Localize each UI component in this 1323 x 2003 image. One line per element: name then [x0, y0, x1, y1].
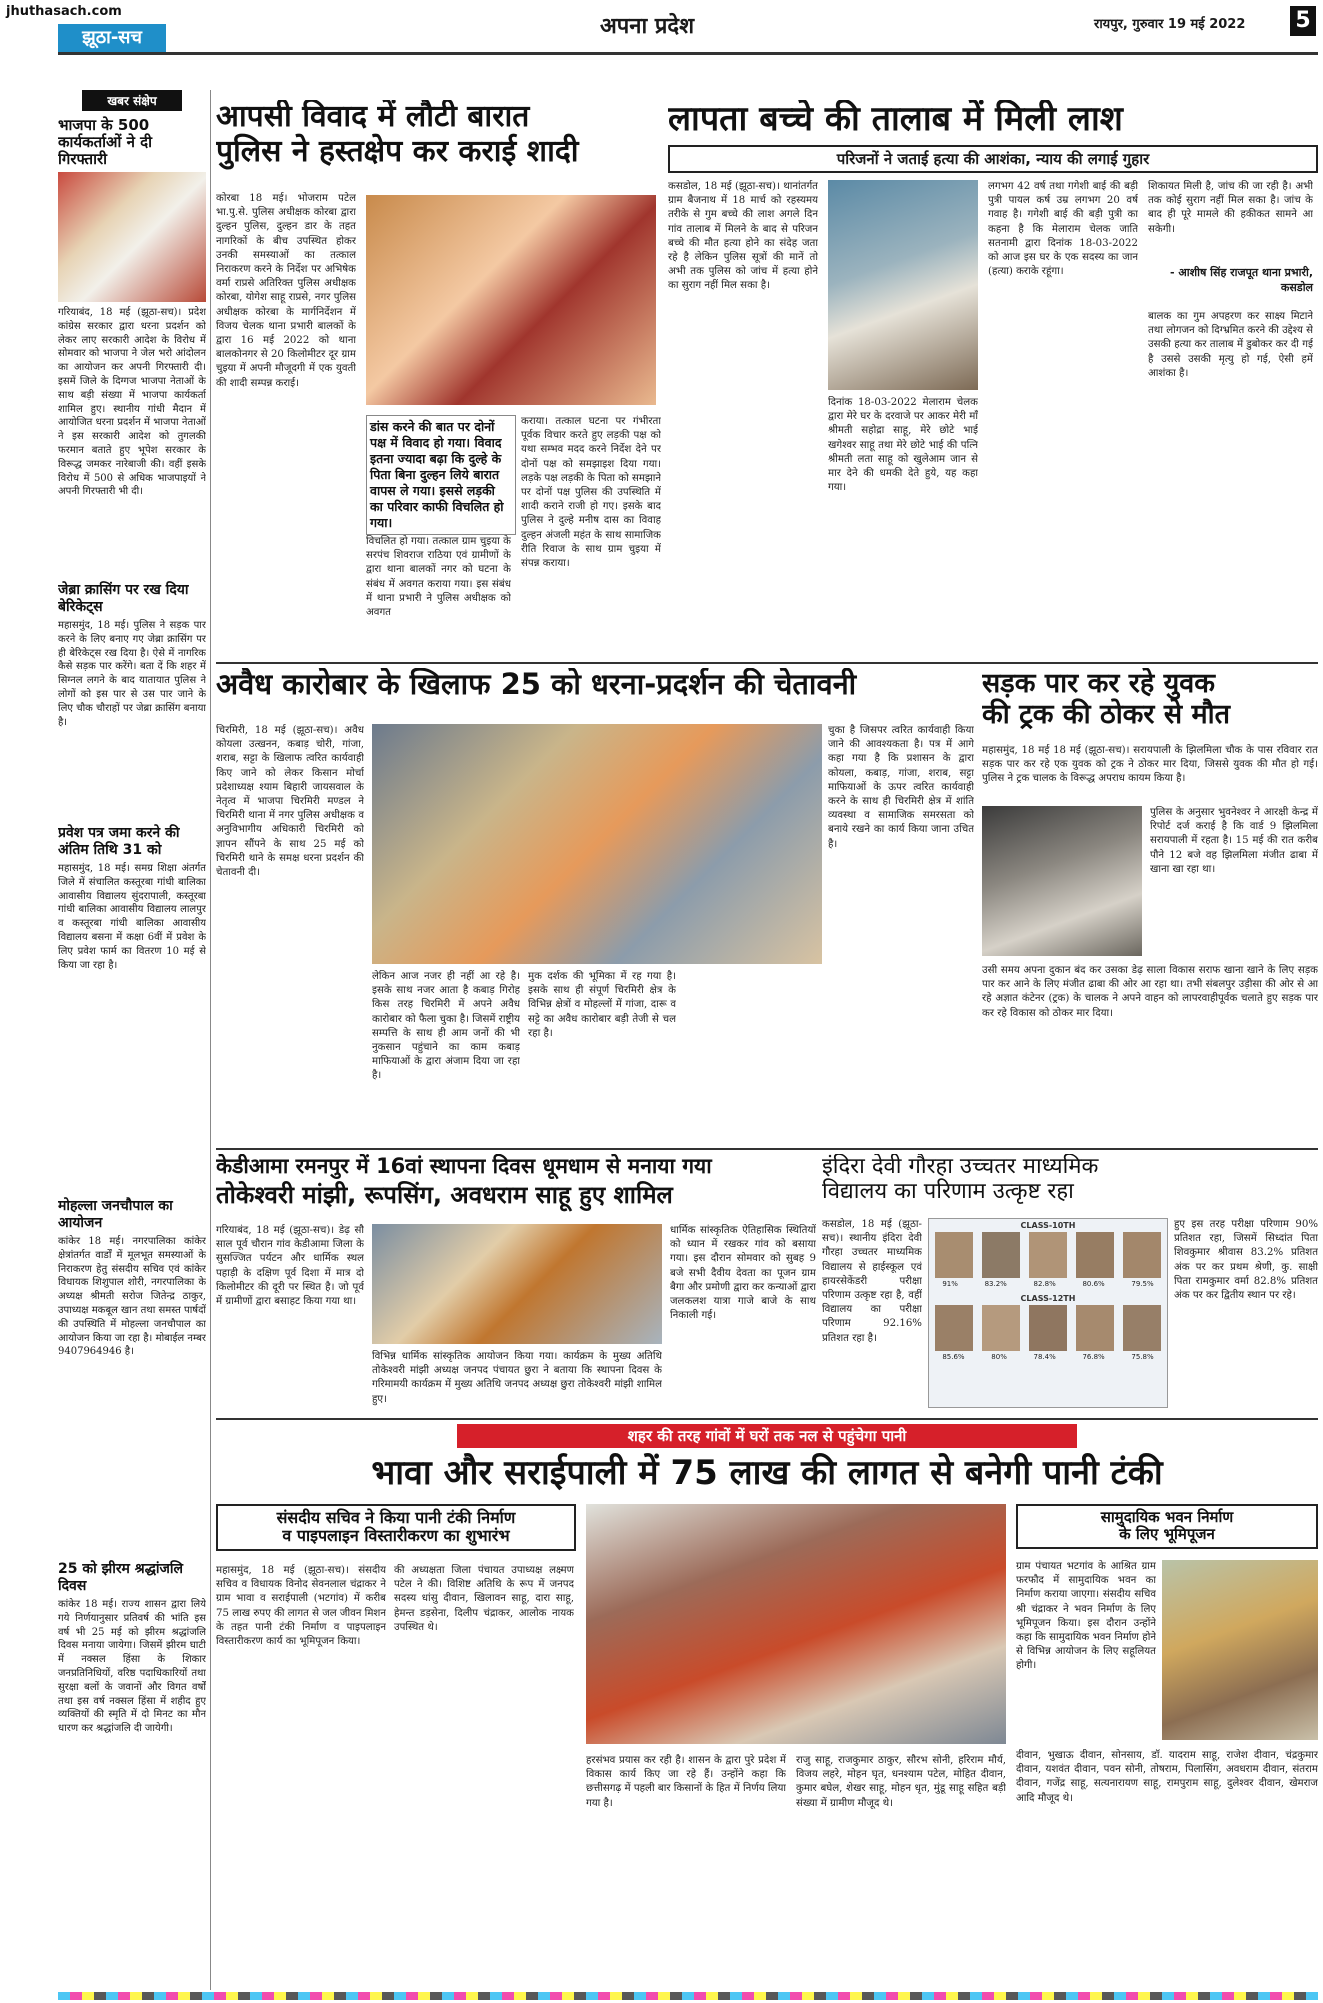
- meeting-photo: [586, 1504, 1006, 1744]
- article-column: मुक दर्शक की भूमिका में रह गया है। इसके साथ ही संपूर्ण चिरमिरी क्षेत्र के विभिन्न क्षेत्रों व मोहल्लों में गांजा, दारू व सट्टे का अवैध कारोबार बड़ी तेजी से चल रहा है।: [528, 971, 676, 1039]
- page-number: 5: [1290, 6, 1316, 36]
- masthead-rule: [58, 52, 1318, 55]
- score: 80%: [991, 1353, 1007, 1361]
- logo[interactable]: झूठा-सच: [58, 24, 166, 52]
- headline[interactable]: लापता बच्चे की तालाब में मिली लाश: [668, 100, 1123, 139]
- headline[interactable]: भावा और सराईपाली में 75 लाख की लागत से बनेगी पानी टंकी: [371, 1453, 1163, 1493]
- sidebar-item-body: महासमुंद, 18 मई। समग्र शिक्षा अंतर्गत जिले में संचालित कस्तूरबा गांधी बालिका आवासीय विद्यालय सुंदरापाली, कस्तूरबा गांधी बालिका आवासीय विद्यालय लालपुर व कस्तूरबा गांधी बालिका आवासीय विद्यालय बसना में कक्षा 6वीं में प्रवेश के लिए प्रवेश फार्म का वितरण 10 मई से किया जा रहा है।: [58, 863, 206, 971]
- subhead: सामुदायिक भवन निर्माण: [1100, 1508, 1234, 1526]
- subhead: संसदीय सचिव ने किया पानी टंकी निर्माण: [276, 1508, 516, 1527]
- story-kedia[interactable]: [216, 1154, 816, 1414]
- article-column: की अध्यक्षता जिला पंचायत उपाध्यक्ष लक्ष्मण पटेल ने की। विशिष्ट अतिथि के रूप में जनपद सदस्य धांसु दीवान, खिलावन साहू, दारा साहू, हेमन्त डड़सेना, दिलीप चंद्राकर, आलोक नायक उपस्थित थे।: [394, 1565, 574, 1633]
- man-holding-paper-photo: [828, 180, 978, 390]
- score: 75.8%: [1131, 1353, 1154, 1361]
- sidebar-item[interactable]: [58, 1561, 206, 1858]
- sidebar-item-body: महासमुंद, 18 मई। पुलिस ने सड़क पार करने के लिए बनाए गए जेब्रा क्रासिंग पर ही बेरिकेट्स रख दिया है। ऐसे में नागरिक कैसे सड़क पार करेंगे। बता दें कि शहर में सिग्नल लगने के बाद यातायात पुलिस ने लोगों को इस पार से उस पार जाने के लिए चौक चौराहों पर जेब्रा क्रासिंग बनाया है।: [58, 620, 206, 728]
- headline[interactable]: इंदिरा देवी गौरहा उच्चतर माध्यमिक: [822, 1154, 1099, 1179]
- score: 83.2%: [984, 1280, 1007, 1288]
- subhead: व पाइपलाइन विस्तारीकरण का शुभारंभ: [282, 1526, 510, 1546]
- sidebar-item[interactable]: [58, 117, 206, 576]
- toppers-scores-12: [929, 1353, 1167, 1361]
- sidebar-label: खबर संक्षेप: [82, 90, 182, 111]
- article-column: हुए इस तरह परीक्षा परिणाम 90% प्रतिशत रहा, जिसमें सिध्दांत पिता शिवकुमार श्रीवास 83.2% प्रतिशत अंक पर कर प्रथम श्रेणी, कु. साक्षी पिता रामकुमार वर्मा 82.8% प्रतिशत अंक पर कर द्वितीय स्थान पर रहे।: [1174, 1219, 1318, 1302]
- divider: [216, 662, 1318, 664]
- headline[interactable]: विद्यालय का परिणाम उत्कृष्ट रहा: [822, 1179, 1074, 1205]
- site-url[interactable]: jhuthasach.com: [6, 4, 122, 19]
- sidebar-item-body: कांकेर 18 मई। नगरपालिका कांकेर क्षेत्रांतर्गत वार्डों में मूलभूत समस्याओं के निराकरण हेतु संसदीय सचिव एवं कांकेर विधायक शिशुपाल शोरी, नगरपालिका के अध्यक्ष श्रीमती सरोज जितेन्द्र ठाकुर, उपाध्यक्ष मकबूल खान तथा समस्त पार्षदों की उपस्थिति में मोहल्ला जनचौपाल का आयोजन किया जा रहा है। मोबाईल नम्बर 9407964946 है।: [58, 1236, 206, 1358]
- article-column: हरसंभव प्रयास कर रही है। शासन के द्वारा पुरे प्रदेश में विकास कार्य किए जा रहे हैं। उन्होंने कहा कि छत्तीसगढ़ में पहली बार किसानों के हित में निर्णय लिया गया है।: [586, 1755, 786, 1809]
- side-subhead-box: [1016, 1504, 1318, 1549]
- headline[interactable]: केडीआमा रमनपुर में 16वां स्थापना दिवस धूमधाम से मनाया गया: [216, 1154, 712, 1178]
- headline[interactable]: अवैध कारोबार के खिलाफ 25 को धरना-प्रदर्शन की चेतावनी: [216, 668, 857, 701]
- score: 85.6%: [942, 1353, 965, 1361]
- subhead: परिजनों ने जताई हत्या की आशंका, न्याय की लगाई गुहार: [668, 145, 1318, 173]
- score: 78.4%: [1033, 1353, 1056, 1361]
- headline[interactable]: पुलिस ने हस्तक्षेप कर कराई शादी: [216, 133, 579, 169]
- toppers-panel: [928, 1218, 1168, 1408]
- officer-signoff: - आशीष सिंह राजपूत थाना प्रभारी, कसडोल: [1170, 266, 1313, 294]
- student-photo: [935, 1232, 973, 1278]
- student-photo: [982, 1305, 1020, 1351]
- score: 91%: [942, 1280, 958, 1288]
- student-photo: [982, 1232, 1020, 1278]
- student-photo: [935, 1305, 973, 1351]
- sidebar-item-body: गरियाबंद, 18 मई (झूठा-सच)। प्रदेश कांग्रेस सरकार द्वारा धरना प्रदर्शन को लेकर लाए सरकारी आदेश के विरोध में सोमवार को भाजपा ने जेल भरो आंदोलन का आयोजन कर अपनी गिरफ्तारी दी। इसमें जिले के दिग्गज भाजपा नेताओं के साथ बड़ी संख्या में भाजपा कार्यकर्ता शामिल हुए। स्थानीय गांधी मैदान में आयोजित धरना प्रदर्शन में भाजपा नेताओं ने इस सरकारी आदेश को तुगलकी फरमान बताते हुए भूपेश सरकार के विरूद्ध जमकर नारेबाजी की। वहीं इसके विरोध में 500 से अधिक भाजपाइयों ने अपनी गिरफ्तारी भी दी।: [58, 307, 206, 498]
- section-title: अपना प्रदेश: [600, 14, 695, 39]
- story-truck[interactable]: [982, 668, 1318, 1143]
- student-photo: [1029, 1232, 1067, 1278]
- subhead: के लिए भूमिपूजन: [1119, 1525, 1215, 1544]
- article-body: महासमुंद, 18 मई 18 मई (झूठा-सच)। सरायपाली के झिलमिला चौक के पास रविवार रात सड़क पार कर रहे एक युवक को ट्रक ने ठोकर मार दिया, जिससे युवक की मौत हो गई। पुलिस ने ट्रक चालक के विरूद्ध अपराध कायम किया है।: [982, 745, 1318, 785]
- sidebar-item[interactable]: [58, 825, 206, 1192]
- headline[interactable]: तोकेश्वरी मांझी, रूपसिंग, अवधराम साहू हुए शामिल: [216, 1181, 673, 1210]
- story-lapata[interactable]: [668, 100, 1318, 660]
- sidebar-item-title[interactable]: 25 को झीरम श्रद्धांजलि दिवस: [58, 1561, 184, 1594]
- article-column: गरियाबंद, 18 मई (झूठा-सच)। डेढ़ सौ साल पूर्व चौरान गांव केडीआमा जिला के सुसज्जित पर्यटन और धार्मिक स्थल पहाड़ी के दक्षिण पूर्व दिशा में मात्र दो किलोमीटर की दूरी पर स्थित है। जो पूर्व में ग्रामीणों द्वारा बसाहट किया गया था।: [216, 1225, 364, 1308]
- article-column: लगभग 42 वर्ष तथा गगेशी बाई की बड़ी पुत्री पायल कर्ष उम्र लगभग 20 वर्ष गवाह है। गगेशी बाई की बड़ी पुत्री का कहना है कि मेलाराम चेलक जाति सतनामी द्वारा दिनांक 18-03-2022 को आज इस घर के एक सदस्य का जान (हत्या) कराके रहूंगा।: [988, 181, 1138, 278]
- article-column: विचलित हो गया। तत्काल ग्राम चुइया के सरपंच शिवराज राठिया एवं ग्रामीणों के द्वारा थाना बालकों नगर को घटना के संबंध में अवगत कराया गया। इस संबंध में थाना प्रभारी ने पुलिस अधीक्षक को अवगत: [366, 536, 511, 619]
- class-12-label: CLASS-12TH: [1020, 1294, 1076, 1303]
- sidebar-item-title[interactable]: भाजपा के 500 कार्यकर्ताओं ने दी गिरफ्तारी: [58, 116, 153, 168]
- toppers-row-10: [929, 1230, 1167, 1280]
- article-column: कराया। तत्काल घटना पर गंभीरता पूर्वक विचार करते हुए लड़की पक्ष को यथा सम्भव मदद करने निर्देश देने पर दोनों पक्ष को समझाइश दिया गया। लड़के पक्ष लड़की के पिता को समझाने पर दोनों पक्ष पुलिस की उपस्थिति में शादी कराने राजी हो गए। इसके बाद पुलिस ने दुल्हे मनीष दास का विवाह दुल्हन अंजली महंत के साथ सामाजिक रीति रिवाज के साथ ग्राम चुइया में संपन्न कराया।: [521, 416, 661, 570]
- divider: [216, 1148, 1318, 1150]
- article-column: चुका है जिसपर त्वरित कार्यवाही किया जाने की आवश्यकता है। पत्र में आगे कहा गया है कि प्रशासन के द्वारा कोयला, कबाड़, गांजा, शराब, सट्टा माफियाओं के ऊपर त्वरित कार्यवाही करने के साथ ही चिरमिरी क्षेत्र में शांति व्यवस्था व सामाजिक समरसता को बनाये रखने का कार्य किया जाना उचित है।: [828, 725, 974, 850]
- toppers-scores-10: [929, 1280, 1167, 1288]
- article-column: कसडोल, 18 मई (झूठा-सच)। थानांतर्गत ग्राम बैजनाथ में 18 मार्च को रहस्यमय तरीके से गुम बच्चे की लाश अगले दिन गांव तालाब में मिलने के बाद से परिजन बच्चे की मौत हत्या होने का संदेह जता रहे है लेकिन पुलिस सूत्रों की मानें तो अभी तक पुलिस को जांच में हत्या होने का सुराग नहीं मिल सका है।: [668, 181, 818, 292]
- registration-strip: [58, 1992, 1318, 2000]
- kicker-banner: शहर की तरह गांवों में घरों तक नल से पहुंचेगा पानी: [457, 1424, 1077, 1448]
- accident-photo: [982, 806, 1142, 956]
- masthead: [0, 0, 1323, 58]
- score: 80.6%: [1082, 1280, 1105, 1288]
- sidebar-item-title[interactable]: मोहल्ला जनचौपाल का आयोजन: [58, 1198, 173, 1231]
- article-column: कसडोल, 18 मई (झूठा-सच)। स्थानीय इंदिरा देवी गौरहा उच्चतर माध्यमिक विद्यालय से हाईस्कूल एवं हायरसेकेंडरी परीक्षा परिणाम उत्कृष्ट रहा है, वहीं विद्यालय का परीक्षा परिणाम 92.16% प्रतिशत रहा है।: [822, 1219, 922, 1344]
- sidebar-item[interactable]: [58, 582, 206, 819]
- article-column: लेकिन आज नजर ही नहीं आ रहे है। इसके साथ नजर आता है कबाड़ गिरोह किस तरह चिरमिरी में अपने अवैध कारोबार को फैला चुका है। जिसमें राष्ट्रीय सम्पत्ति के साथ ही आम जनों की भी नुकसान पहुंचाने का काम कबाड़ माफियाओं के द्वारा अंजाम दिया जा रहा है।: [372, 971, 520, 1082]
- article-body: पुलिस के अनुसार भुवनेश्वर ने आरक्षी केन्द्र में रिपोर्ट दर्ज कराई है कि वार्ड 9 झिलमिला सरायपाली में रहता है। 15 मई की रात करीब पौने 12 बजे वह झिलमिला मंजीत ढाबा में खाना खा रहा था।: [1150, 807, 1318, 875]
- story-dharna[interactable]: [216, 668, 976, 1143]
- student-photo: [1123, 1305, 1161, 1351]
- subhead-box: [216, 1504, 576, 1551]
- sidebar: [58, 90, 206, 1990]
- sidebar-photo: [58, 172, 206, 302]
- story-school[interactable]: [822, 1154, 1318, 1414]
- divider: [216, 1418, 1318, 1420]
- story-tanki[interactable]: [216, 1424, 1318, 1984]
- article-column: महासमुंद, 18 मई (झूठा-सच)। संसदीय सचिव व विधायक विनोद सेवनलाल चंद्राकर ने ग्राम भावा व सराईपाली (भटगांव) में करीब 75 लाख रुपए की लागत से जल जीवन मिशन के तहत पानी टंकी निर्माण व पाइपलाइन विस्तारीकरण कार्य का भूमिपूजन किया।: [216, 1565, 386, 1648]
- score: 79.5%: [1131, 1280, 1154, 1288]
- article-column: शिकायत मिली है, जांच की जा रही है। अभी तक कोई सुराग नहीं मिल सका है। जांच के बाद ही पूरे मामले की हकीकत सामने आ सकेगी।: [1148, 181, 1313, 235]
- headline[interactable]: आपसी विवाद में लौटी बारात: [216, 100, 530, 134]
- student-photo: [1076, 1305, 1114, 1351]
- student-photo: [1076, 1232, 1114, 1278]
- score: 76.8%: [1082, 1353, 1105, 1361]
- pull-quote: डांस करने की बात पर दोनों पक्ष में विवाद हो गया। विवाद इतना ज्यादा बढ़ा कि दुल्हे के पिता बिना दुल्हन लिये बारात वापस ले गया। इससे लड़की का परिवार काफी विचलित हो गया।: [366, 415, 516, 535]
- bhoomipujan-photo: [1162, 1560, 1318, 1740]
- class-10-label: CLASS-10TH: [1020, 1221, 1076, 1230]
- sidebar-item-title[interactable]: जेब्रा क्रासिंग पर रख दिया बेरिकेट्स: [58, 582, 189, 615]
- article-column: दिनांक 18-03-2022 मेलाराम चेलक द्वारा मेरे घर के दरवाजे पर आकर मेरी माँ श्रीमती सहोद्रा साहू, मेरे छोटे भाई खगेश्वर साहू तथा मेरे छोटे भाई की पत्नि श्रीमती लता साहू को खुलेआम जान से मार देने की धमकी देते हुये, यह कहा गया।: [828, 397, 978, 494]
- article-body: उसी समय अपना दुकान बंद कर उसका डेढ़ साला विकास सराफ खाना खाने के लिए सड़क पार कर आने के लिए मंजीत ढाबा की ओर आ रहा था। तभी संबलपुर उड़ीसा की ओर से आ रहे अज्ञात कंटेनर (ट्रक) के चालक ने अपने वाहन को लापरवाहीपूर्वक चलाते हुए सड़क पार कर रहे विकास को ठोकर मार दिया।: [982, 965, 1318, 1019]
- article-column: चिरमिरी, 18 मई (झूठा-सच)। अवैध कोयला उत्खनन, कबाड़ चोरी, गांजा, शराब, सट्टा के खिलाफ त्वरित कार्यवाही किए जाने को लेकर किसान मोर्चा प्रदेशाध्यक्ष श्याम बिहारी जायसवाल के नेतृत्व में भाजपा चिरमिरी मण्डल ने चिरमिरी थाना में नगर पुलिस अधीक्षक व अनुविभागीय अधिकारी चिरमिरी को ज्ञापन सौंपने के साथ 25 मई को चिरमिरी थाने के समक्ष धरना प्रदर्शन की चेतावनी दी।: [216, 725, 364, 879]
- article-column: बालक का गुम अपहरण कर साक्ष्य मिटाने तथा लोगजन को दिग्भ्रमित करने की उद्देश्य से उसकी हत्या कर तालाब में डुबोकर कर दी गई है उससे उसकी मृत्यु हो गई, ऐसी हमें आशंका है।: [1148, 311, 1313, 379]
- student-photo: [1029, 1305, 1067, 1351]
- protest-group-photo: [372, 724, 822, 964]
- sidebar-item[interactable]: [58, 1198, 206, 1555]
- wedding-photo: [366, 195, 656, 405]
- ceremony-photo: [372, 1224, 662, 1344]
- article-body: ग्राम पंचायत भटगांव के आश्रित ग्राम फरफौद में सामुदायिक भवन का निर्माण कराया जाएगा। संसदीय सचिव श्री चंद्राकर ने भवन निर्माण के लिए भूमिपूजन किया। इस दौरान उन्होंने कहा कि सामुदायिक भवन निर्माण होने से विभिन्न आयोजन के लिए सहूलियत होगी।: [1016, 1561, 1156, 1672]
- student-photo: [1123, 1232, 1161, 1278]
- article-column: राजु साहू, राजकुमार ठाकुर, सौरभ सोनी, हरिराम मौर्य, विजय लहरे, मोहन घृत, धनश्याम पटेल, मोहित दीवान, कुमार बघेल, शेखर साहू, मोहन धृत, मुंडू साहू सहित बड़ी संख्या में ग्रामीण मौजूद थे।: [796, 1755, 1006, 1809]
- sidebar-item-title[interactable]: प्रवेश पत्र जमा करने की अंतिम तिथि 31 को: [58, 825, 180, 858]
- sidebar-divider: [210, 90, 211, 1990]
- article-column: धार्मिक सांस्कृतिक ऐतिहासिक स्थितियों को ध्यान में रखकर गांव को बसाया गया। इस दौरान सोमवार को सुबह 9 बजे सभी दैवीय देवता का पूजन ग्राम बैगा और प्रमोणी द्वारा कर कन्याओं द्वारा जलकलश यात्रा गाजे बाजे के साथ निकाली गई।: [670, 1225, 816, 1322]
- story-baraat[interactable]: [216, 100, 661, 660]
- article-body: दीवान, भुखाऊ दीवान, सोनसाय, डॉ. यादराम साहू, राजेश दीवान, चंद्रकुमार दीवान, यशवंत दीवान, पवन सोनी, तोषराम, पिलासिंग, अवधराम दीवान, संतराम दीवान, गजेंद्र साहू, सत्यनारायण साहू, रामपुराम साहू, दुलेश्वर दीवान, खेमराज आदि मौजूद थे।: [1016, 1750, 1318, 1804]
- headline[interactable]: की ट्रक की ठोकर से मौत: [982, 699, 1231, 731]
- article-column: कोरबा 18 मई। भोजराम पटेल भा.पु.से. पुलिस अधीक्षक कोरबा द्वारा दुल्हन पुलिस, दुल्हन डार के तहत नागरिकों के बीच उपस्थित होकर उनकी समस्याओं का तत्काल निराकरण करने के निर्देश पर अभिषेक वर्मा राप्रसे अतिरिक्त पुलिस अधीक्षक कोरबा, योगेश साहू राप्रसे, नगर पुलिस अधीक्षक कोरबा के मार्गनिर्देशन में विजय चेलक थाना प्रभारी बालकों के द्वारा 16 मई 2022 को थाना बालकोनगर से 20 किलोमीटर दूर ग्राम चुइया में अपनी मौजूदगी में एक युवती की शादी सम्पन्न कराई।: [216, 193, 356, 389]
- headline[interactable]: सड़क पार कर रहे युवक: [982, 668, 1215, 699]
- dateline: रायपुर, गुरुवार 19 मई 2022: [1094, 17, 1246, 32]
- score: 82.8%: [1033, 1280, 1056, 1288]
- sidebar-item-body: कांकेर 18 मई। राज्य शासन द्वारा लिये गये निर्णयानुसार प्रतिवर्ष की भांति इस वर्ष भी 25 मई को झीरम श्रद्धांजलि दिवस मनाया जायेगा। जिसमें झीरम घाटी में नक्सल हिंसा के शिकार जनप्रतिनिधियों, वरिष्ठ पदाधिकारियों तथा सुरक्षा बलों के जवानों और विगत वर्षों तथा इस वर्ष नक्सल हिंसा में शहीद हुए व्यक्तियों की स्मृति में दो मिनट का मौन धारण कर श्रद्धांजलि दी जायेगी।: [58, 1599, 206, 1735]
- side-story[interactable]: [1016, 1504, 1318, 1979]
- article-column: विभिन्न धार्मिक सांस्कृतिक आयोजन किया गया। कार्यक्रम के मुख्य अतिथि तोकेश्वरी मांझी अध्यक्ष जनपद पंचायत छुरा ने बताया कि स्थापना दिवस के गरिमामयी कार्यक्रम में मुख्य अतिथि जनपद अध्यक्ष छुरा तोकेश्वरी मांझी शामिल हुए।: [372, 1351, 662, 1405]
- toppers-row-12: [929, 1303, 1167, 1353]
